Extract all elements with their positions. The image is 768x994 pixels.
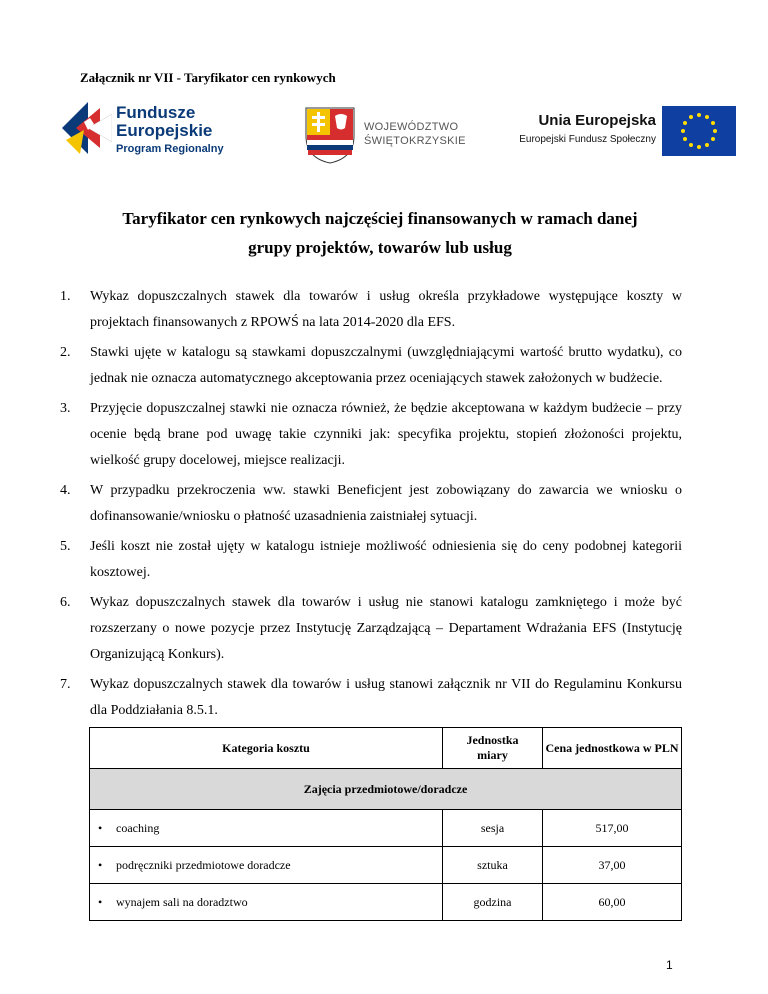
- list-item-text: Wykaz dopuszczalnych stawek dla towarów i usług nie stanowi katalogu zamkniętego i może być rozszerzany o nowe pozycje przez Instytucję Zarządzającą – Departament Wdrażania EFS (Instytucję Organizującą Konkurs).: [90, 595, 682, 662]
- list-item-number: 6.: [60, 595, 71, 610]
- table-header-row: [90, 728, 682, 769]
- row-unit: godzina: [443, 884, 543, 921]
- list-item-number: 4.: [60, 483, 71, 498]
- table-row: [90, 884, 682, 921]
- eu-line2: Europejski Fundusz Społeczny: [519, 134, 656, 145]
- list-item: [60, 340, 682, 392]
- unia-europejska-logo: [492, 104, 732, 164]
- list-item: [60, 396, 682, 474]
- cost-table: [89, 727, 682, 921]
- row-category: wynajem sali na doradztwo: [116, 894, 248, 909]
- row-category-cell: [90, 810, 443, 847]
- region-line1: WOJEWÓDZTWO: [364, 121, 459, 133]
- list-item: [60, 590, 682, 668]
- header-unit-line2: miary: [477, 748, 508, 762]
- bullet-icon: •: [98, 857, 103, 872]
- list-item-text: W przypadku przekroczenia ww. stawki Beneficjent jest zobowiązany do zawarcia we wniosku o dofinansowanie/wniosku o płatność uzasadnienia zaistniałej sytuacji.: [90, 483, 682, 524]
- header-category: Kategoria kosztu: [90, 728, 443, 769]
- region-line2: ŚWIĘTOKRZYSKIE: [364, 135, 466, 147]
- coat-of-arms-icon: [304, 106, 356, 164]
- page-number: 1: [666, 958, 673, 972]
- table-row: [90, 847, 682, 884]
- swietokrzyskie-logo: [304, 106, 524, 166]
- rules-list: [60, 284, 682, 728]
- fe-line3: Program Regionalny: [116, 143, 224, 155]
- row-unit: sesja: [443, 810, 543, 847]
- header-unit-line1: Jednostka: [466, 733, 519, 747]
- list-item-text: Wykaz dopuszczalnych stawek dla towarów i usług określa przykładowe występujące koszty w projektach finansowanych z RPOWŚ na lata 2014-2020 dla EFS.: [90, 289, 682, 330]
- list-item: [60, 534, 682, 586]
- row-price: 60,00: [543, 884, 682, 921]
- list-item-text: Wykaz dopuszczalnych stawek dla towarów i usług stanowi załącznik nr VII do Regulaminu Konkursu dla Poddziałania 8.5.1.: [90, 677, 682, 718]
- row-category-cell: [90, 884, 443, 921]
- header-price: Cena jednostkowa w PLN: [543, 728, 682, 769]
- row-category: coaching: [116, 820, 160, 835]
- eu-flag-icon: [662, 106, 736, 156]
- list-item-number: 1.: [60, 289, 71, 304]
- bullet-icon: •: [98, 820, 103, 835]
- eu-line1: Unia Europejska: [538, 112, 656, 129]
- list-item-text: Przyjęcie dopuszczalnej stawki nie oznacza również, że będzie akceptowana w każdym budżecie – przy ocenie będą brane pod uwagę takie czynniki jak: specyfika projektu, stopień złożoności projektu, wielkość grupy docelowej, miejsce realizacji.: [90, 401, 682, 468]
- list-item-text: Jeśli koszt nie został ujęty w katalogu istnieje możliwość odniesienia się do ceny podobnej kategorii kosztowej.: [90, 539, 682, 580]
- list-item-number: 2.: [60, 345, 71, 360]
- fe-line1: Fundusze: [116, 103, 196, 122]
- header-unit: [443, 728, 543, 769]
- title-line2: grupy projektów, towarów lub usług: [248, 238, 512, 257]
- fe-star-icon: [60, 100, 112, 156]
- group-row: [90, 769, 682, 810]
- group-label: Zajęcia przedmiotowe/doradcze: [90, 769, 682, 810]
- list-item: [60, 284, 682, 336]
- list-item-number: 7.: [60, 677, 71, 692]
- row-price: 517,00: [543, 810, 682, 847]
- row-category-cell: [90, 847, 443, 884]
- list-item-number: 5.: [60, 539, 71, 554]
- fundusze-europejskie-logo: [60, 100, 230, 162]
- list-item-text: Stawki ujęte w katalogu są stawkami dopuszczalnymi (uwzględniającymi wartość brutto wydatku), co jednak nie oznacza automatycznego akceptowania przez oceniających stawek założonych w budżecie.: [90, 345, 682, 386]
- logo-bar: [60, 100, 730, 170]
- list-item-number: 3.: [60, 401, 71, 416]
- table-row: [90, 810, 682, 847]
- fe-line2: Europejskie: [116, 121, 213, 140]
- row-price: 37,00: [543, 847, 682, 884]
- bullet-icon: •: [98, 894, 103, 909]
- annex-title: Załącznik nr VII - Taryfikator cen rynkowych: [80, 70, 336, 85]
- list-item: [60, 478, 682, 530]
- row-unit: sztuka: [443, 847, 543, 884]
- title-line1: Taryfikator cen rynkowych najczęściej finansowanych w ramach danej: [122, 209, 638, 228]
- list-item: [60, 672, 682, 724]
- row-category: podręczniki przedmiotowe doradcze: [116, 857, 291, 872]
- document-title: [60, 204, 700, 262]
